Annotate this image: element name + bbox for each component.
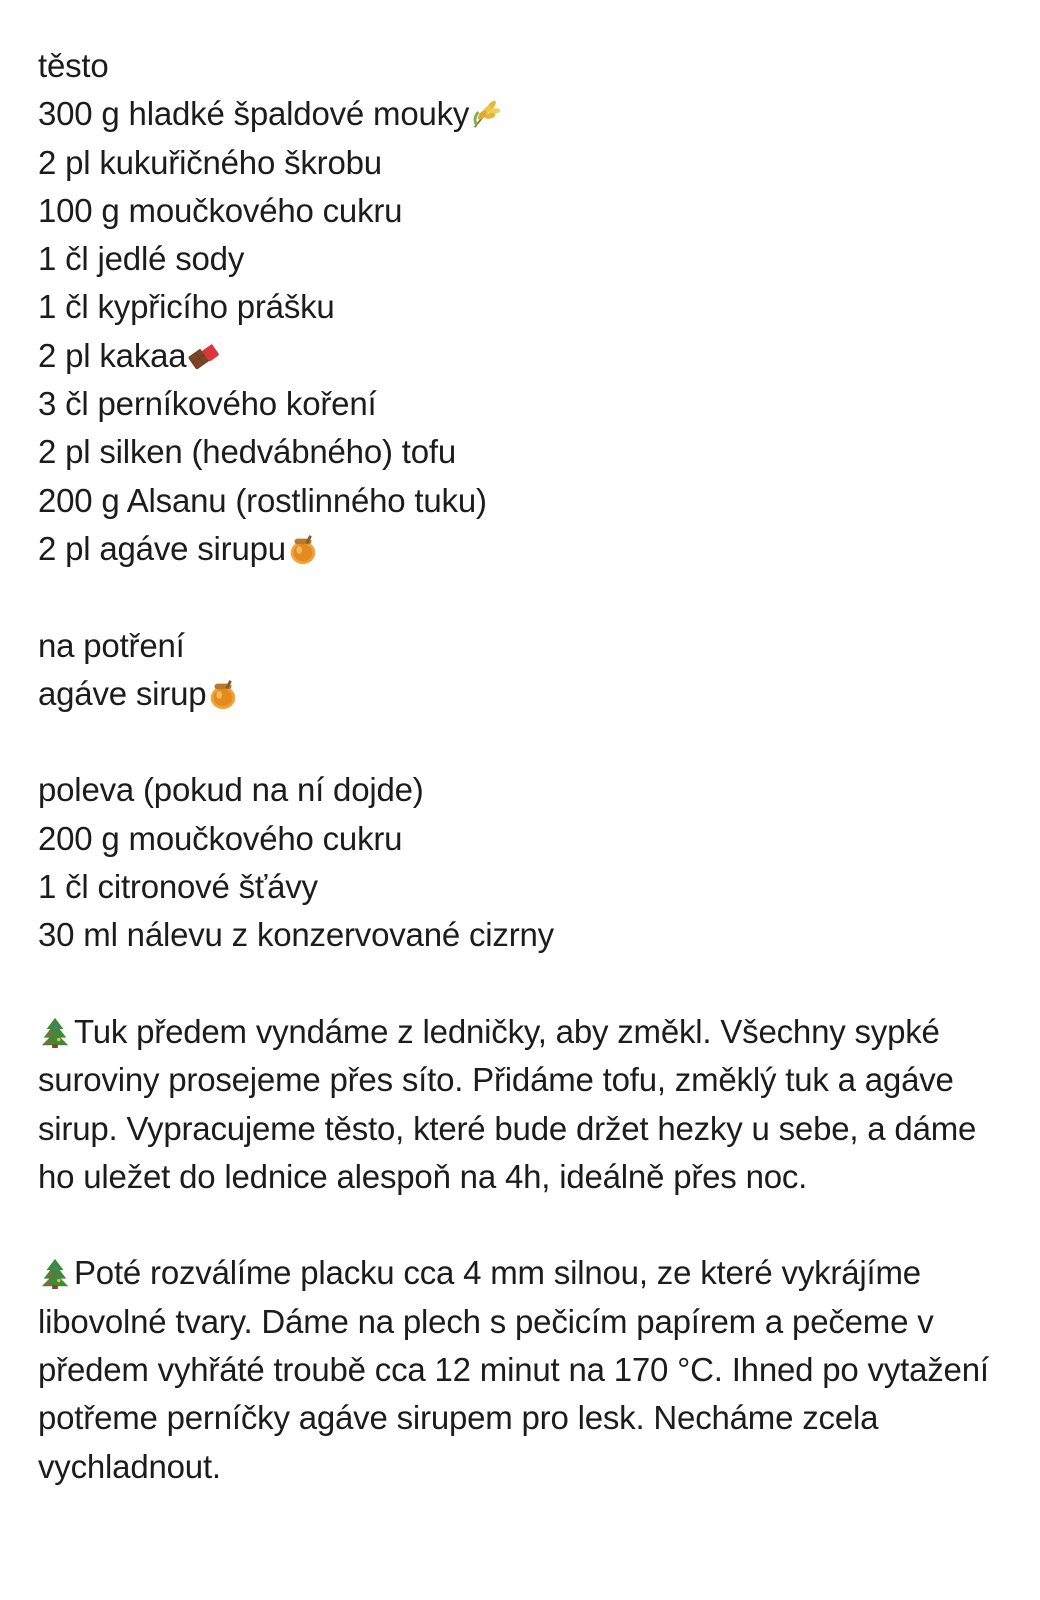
- glaze-item: 30 ml nálevu z konzervované cizrny: [38, 916, 554, 954]
- brushing-item: agáve sirup: [38, 670, 1018, 718]
- christmas-tree-icon: [38, 1256, 72, 1290]
- dough-item: 1 čl jedlé sody: [38, 240, 245, 278]
- brushing-heading: na potření: [38, 626, 185, 664]
- glaze-item: 1 čl citronové šťávy: [38, 868, 318, 906]
- chocolate-bar-icon: [186, 339, 220, 373]
- glaze-item: 200 g moučkového cukru: [38, 819, 403, 857]
- glaze-heading: poleva (pokud na ní dojde): [38, 771, 424, 809]
- wheat-icon: [469, 97, 503, 131]
- dough-item: 200 g Alsanu (rostlinného tuku): [38, 481, 487, 519]
- dough-item: 2 pl agáve sirupu: [38, 525, 1018, 573]
- step-paragraph: Poté rozválíme placku cca 4 mm silnou, ze které vykrájíme libovolné tvary. Dáme na plech s pečicím papírem a pečeme v předem vyhřáté troubě cca 12 minut na 170 °C. Ihned po vytažení potřeme perníčky agáve sirupem pro lesk. Necháme zcela vychladnout.: [38, 1254, 989, 1485]
- honey-pot-icon: [286, 532, 320, 566]
- dough-item: 2 pl silken (hedvábného) tofu: [38, 433, 456, 471]
- recipe-text: [38, 42, 1018, 1491]
- honey-pot-icon: [206, 677, 240, 711]
- dough-item: 300 g hladké špaldové mouky: [38, 90, 1018, 138]
- dough-item: 2 pl kakaa: [38, 332, 1018, 380]
- dough-heading: těsto: [38, 47, 109, 84]
- christmas-tree-icon: [38, 1015, 72, 1049]
- dough-item: 1 čl kypřicího prášku: [38, 288, 335, 326]
- step-paragraph: Tuk předem vyndáme z ledničky, aby změkl. Všechny sypké suroviny prosejeme přes síto. Přidáme tofu, změklý tuk a agáve sirup. Vypracujeme těsto, které bude držet hezky u sebe, a dáme ho uležet do lednice alespoň na 4h, ideálně přes noc.: [38, 1012, 977, 1195]
- dough-item: 3 čl perníkového koření: [38, 385, 377, 423]
- dough-item: 100 g moučkového cukru: [38, 191, 403, 229]
- dough-item: 2 pl kukuřičného škrobu: [38, 143, 382, 181]
